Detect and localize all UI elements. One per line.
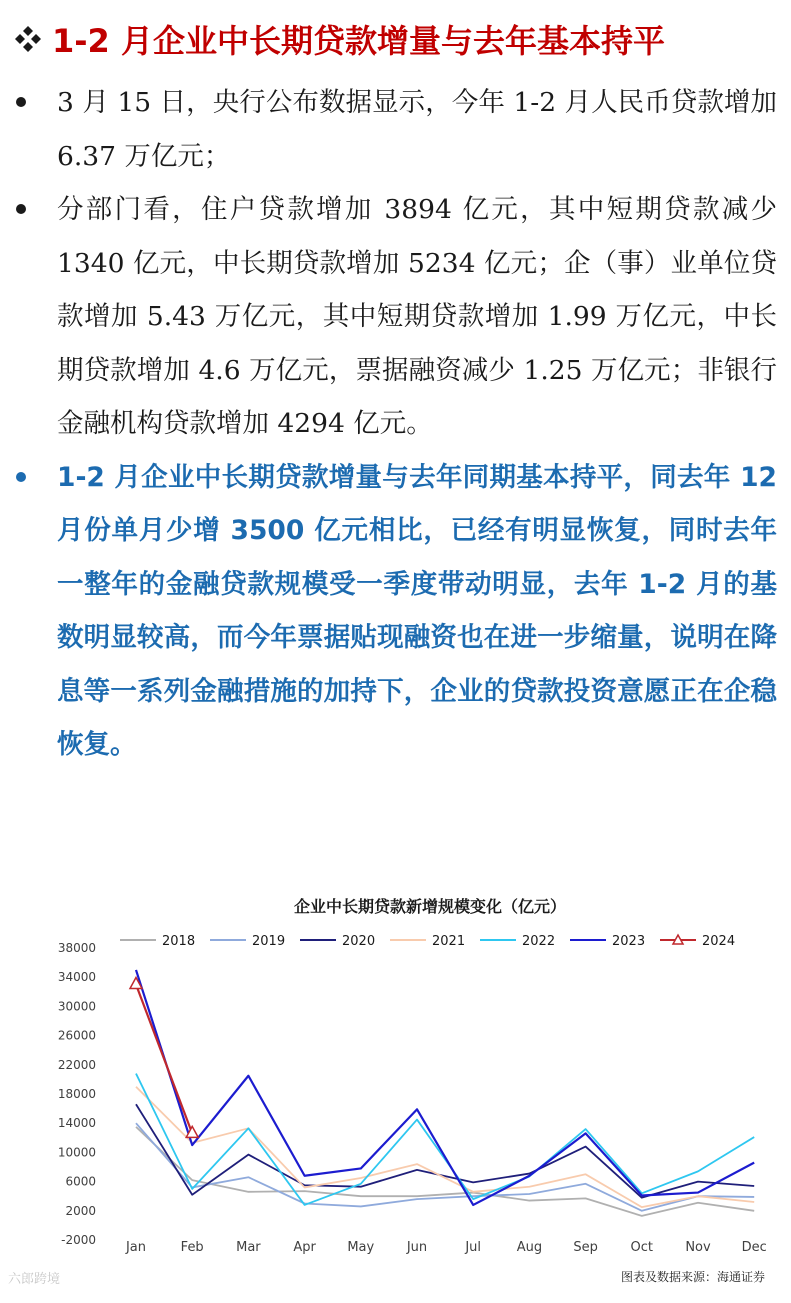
x-tick-label: Sep (573, 1240, 598, 1255)
legend-label: 2020 (342, 934, 375, 949)
legend-label: 2019 (252, 934, 285, 949)
x-tick-label: Feb (181, 1240, 204, 1255)
bullet-item-2 (0, 183, 791, 451)
y-tick-label: 34000 (58, 970, 96, 984)
bullet-dot-icon (16, 204, 26, 214)
legend-label: 2024 (702, 934, 735, 949)
chart-title: 企业中长期贷款新增规模变化（亿元） (294, 897, 566, 916)
legend-label: 2018 (162, 934, 195, 949)
x-tick-label: Oct (631, 1240, 653, 1255)
source-note: 图表及数据来源：海通证券 (621, 1268, 765, 1285)
line-chart (0, 880, 791, 1299)
y-tick-label: 2000 (65, 1204, 96, 1218)
x-tick-label: Nov (685, 1240, 711, 1255)
y-tick-label: -2000 (61, 1233, 96, 1247)
series-line (136, 1074, 754, 1205)
x-tick-label: Jul (464, 1240, 481, 1255)
y-tick-label: 30000 (58, 999, 96, 1013)
four-diamond-bullet-icon (14, 25, 42, 53)
bullet-item-3 (0, 451, 791, 772)
y-tick-label: 18000 (58, 1087, 96, 1101)
y-tick-label: 6000 (65, 1175, 96, 1189)
bullet-text: 1-2 月企业中长期贷款增量与去年同期基本持平，同去年 12 月份单月少增 3500 亿元相比，已经有明显恢复，同时去年一整年的金融贷款规模受一季度带动明显，去年 1-2 月的基数明显较高，而今年票据贴现融资也在进一步缩量，说明在降息等一系列金融措施的加持下，企业的贷款投资意愿正在企稳恢复。 (57, 451, 777, 772)
x-tick-label: Dec (742, 1240, 767, 1255)
y-tick-label: 14000 (58, 1116, 96, 1130)
series-line (136, 1123, 754, 1211)
legend-label: 2021 (432, 934, 465, 949)
y-tick-label: 38000 (58, 941, 96, 955)
watermark-text: 六郎跨境 (8, 1272, 60, 1287)
x-tick-label: Jan (125, 1240, 146, 1255)
y-tick-label: 26000 (58, 1029, 96, 1043)
chart-svg (0, 880, 791, 1299)
bullet-dot-icon (16, 97, 26, 107)
x-tick-label: May (347, 1240, 374, 1255)
bullet-dot-icon (16, 472, 26, 482)
x-tick-label: Aug (517, 1240, 542, 1255)
page-title-text: 1-2 月企业中长期贷款增量与去年基本持平 (52, 16, 665, 62)
bullet-text: 分部门看，住户贷款增加 3894 亿元，其中短期贷款减少 1340 亿元，中长期贷款增加 5234 亿元；企（事）业单位贷款增加 5.43 万亿元，其中短期贷款增加 1.99 万亿元，中长期贷款增加 4.6 万亿元，票据融资减少 1.25 万亿元；非银行金融机构贷款增加 4294 亿元。 (57, 183, 777, 451)
y-tick-label: 10000 (58, 1145, 96, 1159)
bullet-text: 3 月 15 日，央行公布数据显示，今年 1-2 月人民币贷款增加 6.37 万亿元； (57, 76, 777, 183)
bullet-item-1 (0, 76, 791, 183)
x-tick-label: Jun (406, 1240, 427, 1255)
x-tick-label: Mar (236, 1240, 261, 1255)
watermark-logo (8, 1268, 60, 1287)
y-tick-label: 22000 (58, 1058, 96, 1072)
x-tick-label: Apr (293, 1240, 316, 1255)
page-title (14, 14, 784, 64)
legend-label: 2023 (612, 934, 645, 949)
legend-label: 2022 (522, 934, 555, 949)
series-line (136, 1104, 754, 1197)
bullet-list (0, 76, 791, 772)
series-line (136, 1087, 754, 1207)
series-line (136, 985, 192, 1134)
